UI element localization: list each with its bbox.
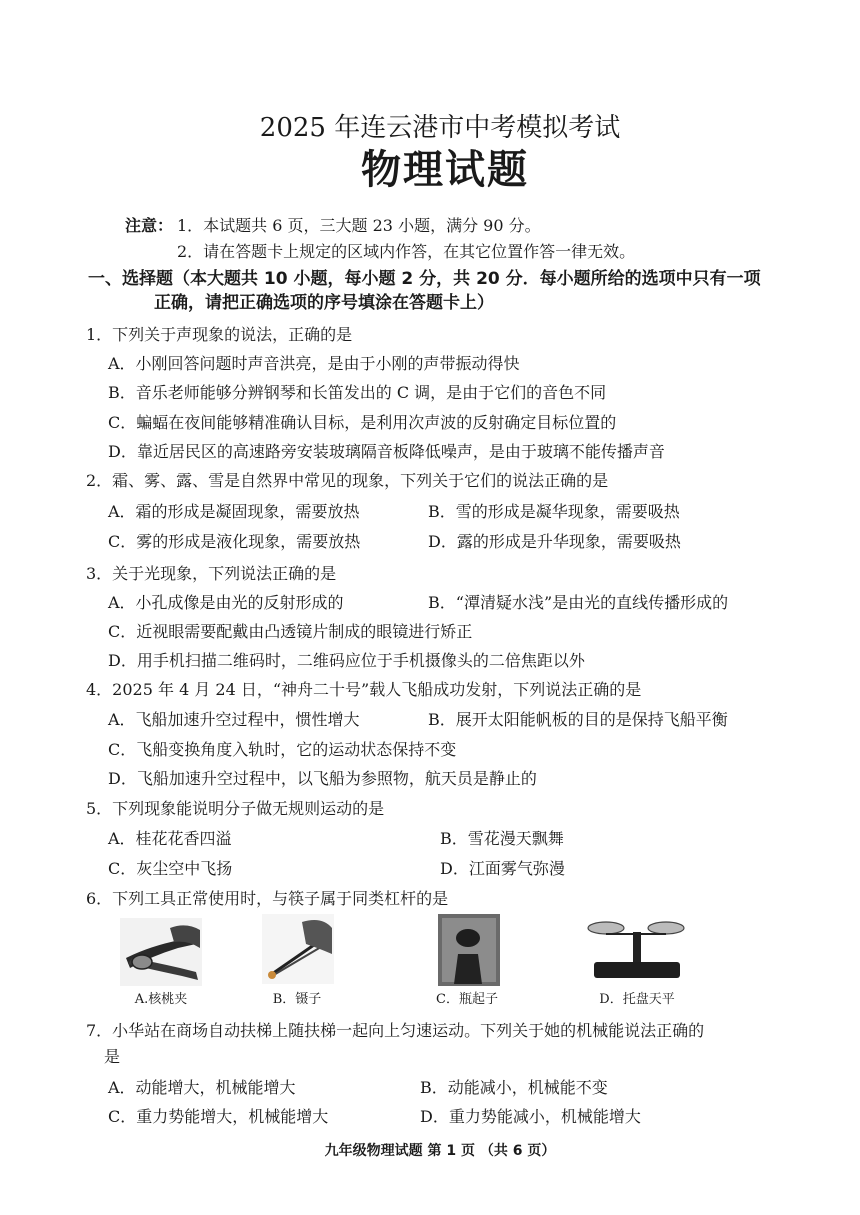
figure-caption-d: D．托盘天平: [599, 992, 675, 1007]
question-1-option-c: C．蝙蝠在夜间能够精准确认目标，是利用次声波的反射确定目标位置的: [108, 413, 617, 432]
question-5-option-a: A．桂花花香四溢: [108, 829, 232, 848]
question-5-stem: 5．下列现象能说明分子做无规则运动的是: [86, 799, 385, 818]
question-6-stem: 6．下列工具正常使用时，与筷子属于同类杠杆的是: [86, 889, 449, 908]
bottle-opener-image: [438, 914, 500, 986]
question-1-option-a: A．小刚回答问题时声音洪亮，是由于小刚的声带振动得快: [108, 354, 520, 373]
question-1-option-d: D．靠近居民区的高速路旁安装玻璃隔音板降低噪声，是由于玻璃不能传播声音: [108, 442, 665, 461]
question-5-option-c: C．灰尘空中飞扬: [108, 859, 233, 878]
question-4-option-b: B．展开太阳能帆板的目的是保持飞船平衡: [428, 710, 728, 729]
question-4-option-d: D．飞船加速升空过程中，以飞船为参照物，航天员是静止的: [108, 769, 537, 788]
note-item: 2．请在答题卡上规定的区域内作答，在其它位置作答一律无效。: [177, 242, 636, 261]
question-5-option-d: D．江面雾气弥漫: [440, 859, 565, 878]
exam-title: 2025 年连云港市中考模拟考试: [259, 113, 621, 143]
question-2-option-a: A．霜的形成是凝固现象，需要放热: [108, 502, 360, 521]
question-3-option-c: C．近视眼需要配戴由凸透镜片制成的眼镜进行矫正: [108, 622, 473, 641]
figure-caption-c: C．瓶起子: [436, 992, 498, 1007]
question-1-stem: 1．下列关于声现象的说法，正确的是: [86, 325, 353, 344]
page-footer: 九年级物理试题 第 1 页 （共 6 页）: [324, 1143, 556, 1159]
note-item: 1．本试题共 6 页，三大题 23 小题，满分 90 分。: [177, 216, 541, 235]
question-1-option-b: B．音乐老师能够分辨钢琴和长笛发出的 C 调，是由于它们的音色不同: [108, 383, 607, 402]
figure-caption-a: A.核桃夹: [134, 992, 188, 1007]
question-7-option-c: C．重力势能增大，机械能增大: [108, 1107, 329, 1126]
question-2-stem: 2．霜、雾、露、雪是自然界中常见的现象，下列关于它们的说法正确的是: [86, 471, 609, 490]
balance-scale-image: [584, 914, 690, 984]
question-2-option-c: C．雾的形成是液化现象，需要放热: [108, 532, 361, 551]
section-heading-cont: 正确，请把正确选项的序号填涂在答题卡上）: [154, 293, 494, 313]
question-7-stem: 7．小华站在商场自动扶梯上随扶梯一起向上匀速运动。下列关于她的机械能说法正确的: [86, 1021, 705, 1040]
figure-caption-b: B．镊子: [272, 992, 322, 1007]
subject-title: 物理试题: [361, 147, 529, 193]
question-7-option-d: D．重力势能减小，机械能增大: [420, 1107, 641, 1126]
question-3-option-d: D．用手机扫描二维码时，二维码应位于手机摄像头的二倍焦距以外: [108, 651, 585, 670]
question-4-stem: 4．2025 年 4 月 24 日，“神舟二十号”载人飞船成功发射，下列说法正确的是: [86, 680, 642, 699]
nutcracker-image: [120, 918, 202, 986]
question-3-stem: 3．关于光现象，下列说法正确的是: [86, 564, 337, 583]
question-2-option-b: B．雪的形成是凝华现象，需要吸热: [428, 502, 680, 521]
section-heading: 一、选择题（本大题共 10 小题，每小题 2 分，共 20 分．每小题所给的选项中只有一项: [88, 269, 761, 289]
notes-label: 注意：: [125, 216, 174, 235]
question-7-option-b: B．动能减小，机械能不变: [420, 1078, 608, 1097]
tweezers-image: [262, 914, 334, 984]
question-4-option-a: A．飞船加速升空过程中，惯性增大: [108, 710, 360, 729]
question-4-option-c: C．飞船变换角度入轨时，它的运动状态保持不变: [108, 740, 457, 759]
question-5-option-b: B．雪花漫天飘舞: [440, 829, 564, 848]
question-2-option-d: D．露的形成是升华现象，需要吸热: [428, 532, 681, 551]
question-7-option-a: A．动能增大，机械能增大: [108, 1078, 296, 1097]
question-3-option-a: A．小孔成像是由光的反射形成的: [108, 593, 344, 612]
question-3-option-b: B．“潭清疑水浅”是由光的直线传播形成的: [428, 593, 729, 612]
question-7-stem-cont: 是: [104, 1047, 121, 1066]
